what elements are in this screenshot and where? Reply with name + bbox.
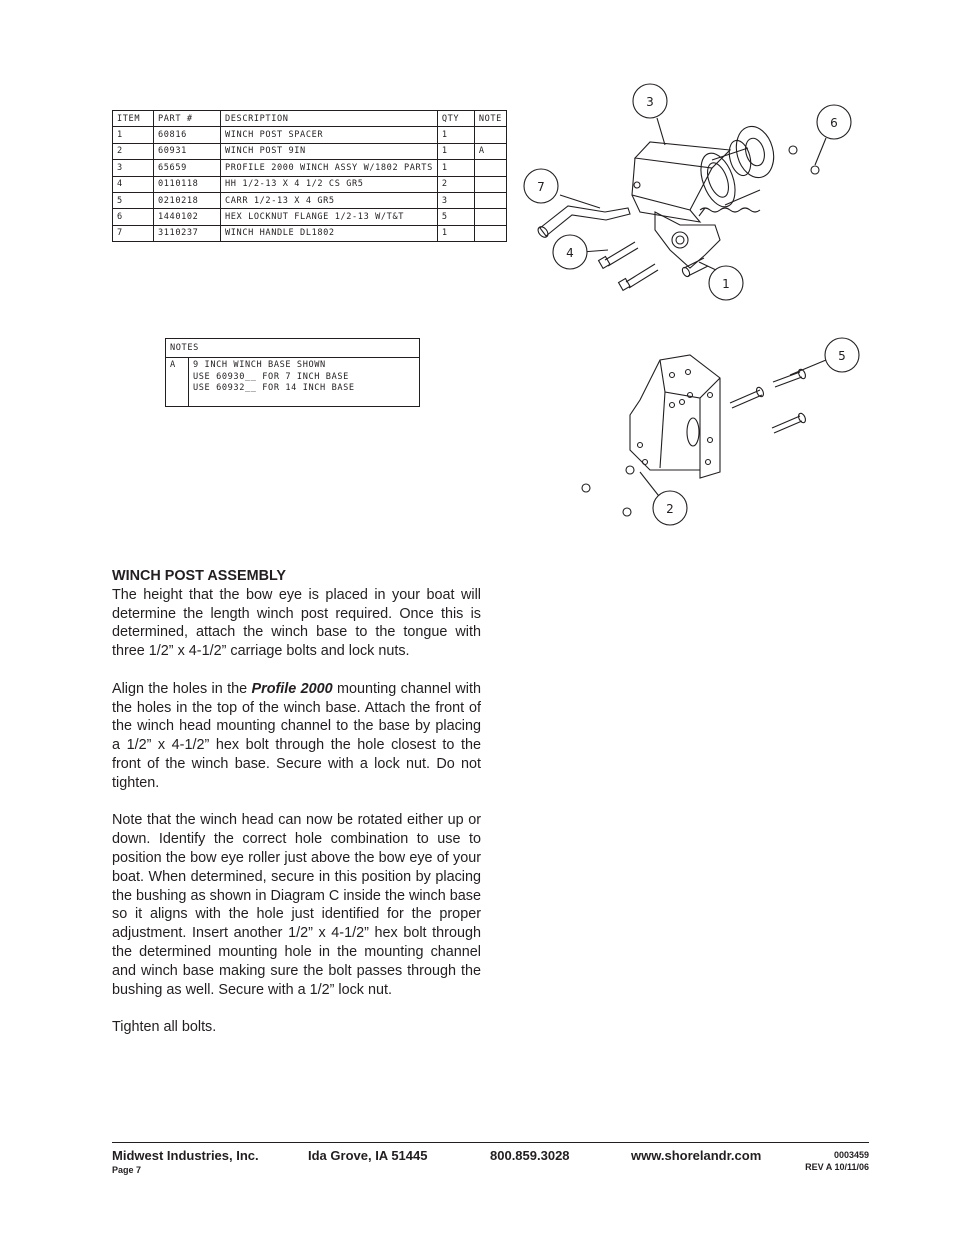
cell-qty: 3 — [437, 192, 474, 208]
paragraph-2 — [112, 680, 481, 793]
cell-part-number: 0210218 — [154, 192, 221, 208]
cell-part-number: 65659 — [154, 160, 221, 176]
paragraph-2-end: mounting channel with the holes in the top of the winch base. Attach the front of the winch head mounting channel to the base by placing a 1/2” x 4-1/2” hex bolt through the hole closest to the front of the winch base. Secure with a lock nut. Do not tighten. — [112, 680, 481, 791]
footer-page-number: Page 7 — [112, 1165, 142, 1175]
header-item: ITEM — [113, 111, 154, 127]
notes-line: USE 60930__ FOR 7 INCH BASE — [193, 371, 349, 382]
footer-company: Midwest Industries, Inc. — [112, 1148, 259, 1163]
cell-item: 1 — [113, 127, 154, 143]
cell-part-number: 60816 — [154, 127, 221, 143]
cell-item: 4 — [113, 176, 154, 192]
cell-qty: 5 — [437, 209, 474, 225]
cell-part-number: 3110237 — [154, 225, 221, 241]
footer-address: Ida Grove, IA 51445 — [308, 1148, 428, 1163]
cell-part-number: 0110118 — [154, 176, 221, 192]
product-name: Profile 2000 — [251, 680, 333, 697]
cell-note: A — [474, 143, 506, 159]
header-description: DESCRIPTION — [221, 111, 438, 127]
cell-description: HH 1/2-13 X 4 1/2 CS GR5 — [221, 176, 438, 192]
footer-divider — [112, 1142, 869, 1143]
cell-part-number: 1440102 — [154, 209, 221, 225]
cell-qty: 2 — [437, 176, 474, 192]
cell-qty: 1 — [437, 127, 474, 143]
footer-website: www.shorelandr.com — [631, 1148, 762, 1163]
callout-4-label: 4 — [566, 246, 574, 260]
callout-5-label: 5 — [838, 349, 846, 363]
cell-description: PROFILE 2000 WINCH ASSY W/1802 PARTS — [221, 160, 438, 176]
header-qty: QTY — [437, 111, 474, 127]
cell-part-number: 60931 — [154, 143, 221, 159]
cell-description: WINCH POST 9IN — [221, 143, 438, 159]
cell-description: WINCH POST SPACER — [221, 127, 438, 143]
callout-7-label: 7 — [537, 180, 545, 194]
cell-qty: 1 — [437, 160, 474, 176]
paragraph-2-start: Align the holes in the — [112, 680, 252, 697]
footer-doc-number: 0003459 — [833, 1150, 869, 1160]
header-part: PART # — [154, 111, 221, 127]
cell-qty: 1 — [437, 143, 474, 159]
notes-line: 9 INCH WINCH BASE SHOWN — [193, 360, 326, 370]
notes-header: NOTES — [166, 339, 420, 358]
callout-3-label: 3 — [646, 95, 654, 109]
notes-line: USE 60932__ FOR 14 INCH BASE — [193, 383, 355, 393]
cell-description: CARR 1/2-13 X 4 GR5 — [221, 192, 438, 208]
cell-item: 2 — [113, 143, 154, 159]
paragraph-4: Tighten all bolts. — [112, 1019, 217, 1036]
callout-6-label: 6 — [830, 116, 838, 130]
exploded-assembly-diagram — [0, 0, 954, 560]
paragraph-3: Note that the winch head can now be rotated either up or down. Identify the correct hole combination to use to position the bow eye roller just above the bow eye of your boat. When determined, secure in this position by placing the bushing as shown in Diagram C inside the winch base so it aligns with the hole just identified for the proper adjustment. Insert another 1/2” x 4-1/2” hex bolt through the determined mounting hole in the mounting channel and winch base making sure the bolt passes through the bushing as well. Secure with a 1/2” lock nut. — [112, 812, 481, 998]
cell-qty: 1 — [437, 225, 474, 241]
cell-item: 6 — [113, 209, 154, 225]
section-heading: WINCH POST ASSEMBLY — [112, 568, 287, 584]
footer-phone: 800.859.3028 — [490, 1148, 570, 1163]
cell-item: 3 — [113, 160, 154, 176]
footer-revision: REV A 10/11/06 — [805, 1162, 869, 1172]
cell-item: 7 — [113, 225, 154, 241]
cell-item: 5 — [113, 192, 154, 208]
instructions-section — [112, 567, 481, 1056]
cell-description: WINCH HANDLE DL1802 — [221, 225, 438, 241]
paragraph-1: The height that the bow eye is placed in your boat will determine the length winch post required. Once this is determined, attach the winch base to the tongue with three 1/2” x 4-1/2” carriage bolts and lock nuts. — [112, 586, 481, 660]
cell-description: HEX LOCKNUT FLANGE 1/2-13 W/T&T — [221, 209, 438, 225]
callout-1-label: 1 — [722, 277, 730, 291]
header-note: NOTE — [474, 111, 506, 127]
notes-letter: A — [166, 358, 189, 407]
callout-2-label: 2 — [666, 502, 674, 516]
